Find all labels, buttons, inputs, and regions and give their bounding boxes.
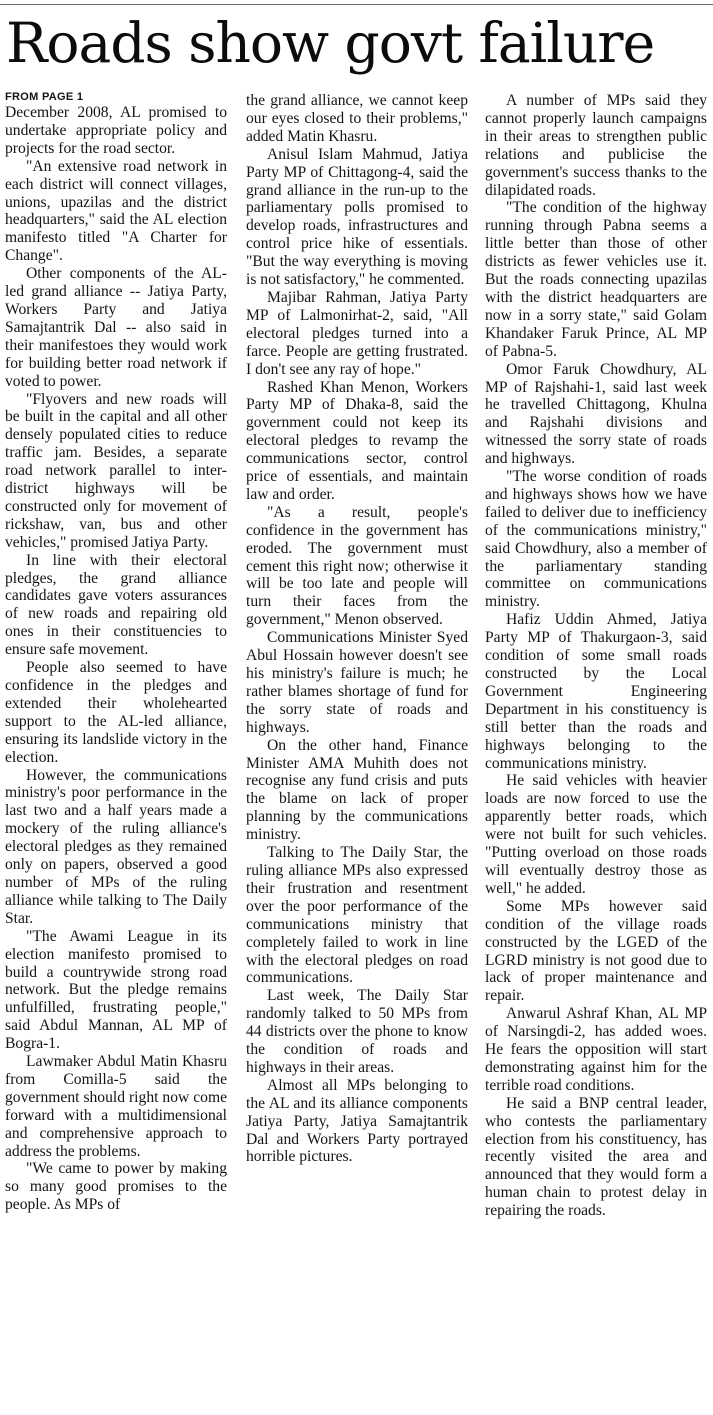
column-2 bbox=[246, 92, 468, 1410]
column-3 bbox=[485, 92, 707, 1410]
paragraph: However, the communications ministry's poor performance in the last two and a half years made a mockery of the ruling alliance's electoral pledges as they remained only on papers, observed a good number of MPs of the ruling alliance while talking to The Daily Star. bbox=[5, 766, 227, 927]
paragraph: Last week, The Daily Star randomly talked to 50 MPs from 44 districts over the phone to know the condition of roads and highways in their areas. bbox=[246, 987, 468, 1076]
paragraph: Other components of the AL-led grand alliance -- Jatiya Party, Workers Party and Jatiya Samajtantrik Dal -- also said in their manifestoes they would work for building better road network if voted to power. bbox=[5, 265, 227, 390]
kicker: FROM PAGE 1 bbox=[5, 92, 84, 103]
paragraph: Anisul Islam Mahmud, Jatiya Party MP of Chittagong-4, said the grand alliance in the run-up to the parliamentary polls promised to develop roads, infrastructures and control price hike of essentials. "But the way everything is moving is not satisfactory," he commented. bbox=[246, 145, 468, 289]
paragraph: "Flyovers and new roads will be built in the capital and all other densely populated cities to reduce traffic jam. Besides, a separate road network parallel to inter-district highways will be constructed only for movement of rickshaw, van, bus and other vehicles," promised Jatiya Party. bbox=[5, 390, 227, 551]
paragraph: "We came to power by making so many good promises to the people. As MPs of bbox=[5, 1160, 227, 1214]
headline: Roads show govt failure bbox=[6, 11, 655, 75]
paragraph: "An extensive road network in each district will connect villages, unions, upazilas and the district headquarters," said the AL election manifesto titled "A Charter for Change". bbox=[5, 157, 227, 265]
paragraph: Almost all MPs belonging to the AL and its alliance components Jatiya Party, Jatiya Samajtantrik Dal and Workers Party portrayed horrible pictures. bbox=[246, 1076, 468, 1166]
top-rule bbox=[0, 4, 713, 5]
paragraph: Anwarul Ashraf Khan, AL MP of Narsingdi-2, has added woes. He fears the opposition will start demonstrating against him for the terrible road conditions. bbox=[485, 1005, 707, 1094]
paragraph: Omor Faruk Chowdhury, AL MP of Rajshahi-1, said last week he travelled Chittagong, Khulna and Rajshahi divisions and witnessed the sorry state of roads and highways. bbox=[485, 360, 707, 468]
paragraph: Hafiz Uddin Ahmed, Jatiya Party MP of Thakurgaon-3, said condition of some small roads constructed by the Local Government Engineering Department in his constituency is still better than the roads and highways belonging to the communications ministry. bbox=[485, 611, 707, 772]
paragraph: He said a BNP central leader, who contests the parliamentary election from his constituency, has recently visited the area and announced that they would form a human chain to protest delay in repairing the roads. bbox=[485, 1094, 707, 1220]
paragraph: Lawmaker Abdul Matin Khasru from Comilla-5 said the government should right now come forward with a multidimensional and comprehensive approach to address the problems. bbox=[5, 1053, 227, 1160]
paragraph: In line with their electoral pledges, the grand alliance candidates gave voters assurances of new roads and repairing old ones in their constituencies to ensure safe movement. bbox=[5, 551, 227, 659]
paragraph: People also seemed to have confidence in the pledges and extended their wholehearted support to the AL-led alliance, ensuring its landslide victory in the election. bbox=[5, 659, 227, 766]
column-1 bbox=[5, 92, 227, 1410]
paragraph: Communications Minister Syed Abul Hossain however doesn't see his ministry's failure is much; he rather blames shortage of fund for the sorry state of roads and highways. bbox=[246, 629, 468, 736]
paragraph: Some MPs however said condition of the village roads constructed by the LGED of the LGRD ministry is not good due to lack of proper maintenance and repair. bbox=[485, 897, 707, 1005]
paragraph: "As a result, people's confidence in the government has eroded. The government must cement this right now; otherwise it will be too late and people will turn their faces from the government," Menon observed. bbox=[246, 503, 468, 629]
paragraph: On the other hand, Finance Minister AMA Muhith does not recognise any fund crisis and puts the blame on lack of proper planning by the communications ministry. bbox=[246, 736, 468, 844]
paragraph: Talking to The Daily Star, the ruling alliance MPs also expressed their frustration and resentment over the poor performance of the communications ministry that completely failed to work in line with the electoral pledges on road communications. bbox=[246, 844, 468, 987]
paragraph: A number of MPs said they cannot properly launch campaigns in their areas to strengthen public relations and publicise the government's success thanks to the dilapidated roads. bbox=[485, 92, 707, 199]
paragraph: "The Awami League in its election manifesto promised to build a countrywide strong road network. But the pledge remains unfulfilled, frustrating people," said Abdul Mannan, AL MP of Bogra-1. bbox=[5, 927, 227, 1053]
paragraph: the grand alliance, we cannot keep our eyes closed to their problems," added Matin Khasru. bbox=[246, 92, 468, 145]
paragraph: December 2008, AL promised to undertake appropriate policy and projects for the road sector. bbox=[5, 104, 227, 157]
paragraph: Rashed Khan Menon, Workers Party MP of Dhaka-8, said the government could not keep its electoral pledges to revamp the communications sector, control price of essentials, and maintain law and order. bbox=[246, 378, 468, 503]
paragraph: "The worse condition of roads and highways shows how we have failed to deliver due to inefficiency of the communications ministry," said Chowdhury, also a member of the parliamentary standing committee on communications ministry. bbox=[485, 468, 707, 611]
paragraph: He said vehicles with heavier loads are now forced to use the apparently better roads, which were not built for such vehicles. "Putting overload on those roads will eventually destroy those as well," he added. bbox=[485, 772, 707, 897]
paragraph: "The condition of the highway running through Pabna seems a little better than those of other districts as fewer vehicles use it. But the roads connecting upazilas with the district headquarters are now in a sorry state," said Golam Khandaker Faruk Prince, AL MP of Pabna-5. bbox=[485, 199, 707, 360]
paragraph: Majibar Rahman, Jatiya Party MP of Lalmonirhat-2, said, "All electoral pledges turned into a farce. People are getting frustrated. I don't see any ray of hope." bbox=[246, 288, 468, 378]
